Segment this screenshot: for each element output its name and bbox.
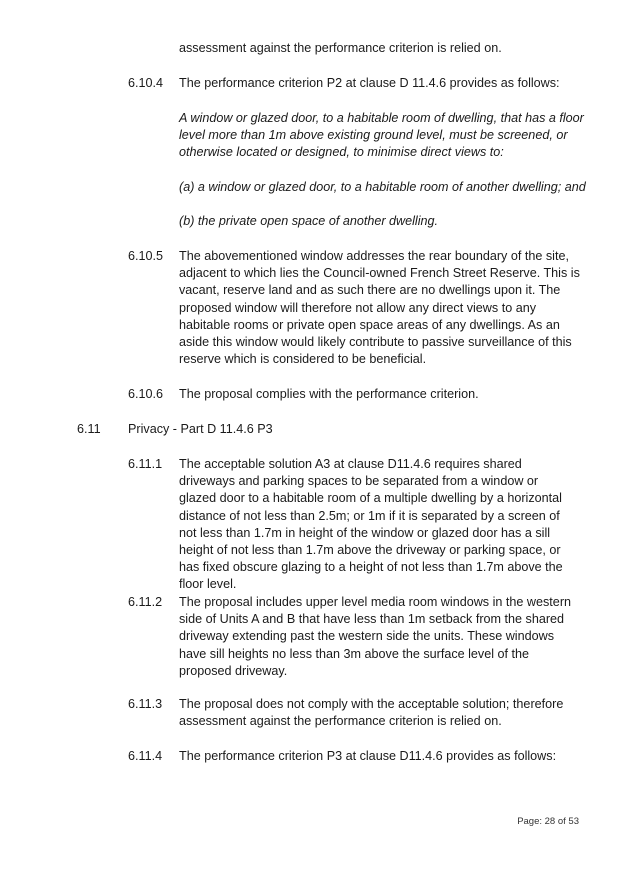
paragraph-number: 6.10.5 — [128, 249, 164, 263]
quote-text: A window or glazed door, to a habitable room of dwelling, that has a floor level more than 1m above existing ground level, must be screened, or otherwise located or designed, to minimise direct views to: — [179, 111, 584, 160]
paragraph-text: The abovementioned window addresses the rear boundary of the site, adjacent to which lies the Council-owned French Street Reserve. This is vacant, reserve land and as such there are no dwellings upon it. The proposed window will therefore not allow any direct views to any habitable rooms or private open space areas of any dwellings. As an aside this window would likely contribute to passive surveillance of this reserve which is considered to be beneficial. — [179, 249, 580, 367]
paragraph-text: The performance criterion P2 at clause D 11.4.6 provides as follows: — [179, 76, 560, 90]
paragraph-number: 6.11.1 — [128, 457, 163, 471]
paragraph-text: The proposal includes upper level media room windows in the western side of Units A and B that have less than 1m setback from the shared driveway extending past the western side the units. These windows have sill heights no less than 3m above the surface level of the proposed driveway. — [179, 595, 572, 678]
paragraph-text: The proposal complies with the performance criterion. — [179, 387, 479, 401]
paragraph-number: 6.10.6 — [128, 387, 164, 401]
quote-text: (b) the private open space of another dwelling. — [179, 214, 439, 228]
quote-text: (a) a window or glazed door, to a habitable room of another dwelling; and — [179, 180, 586, 194]
paragraph-text: assessment against the performance criterion is relied on. — [179, 41, 502, 55]
paragraph-number: 6.10.4 — [128, 76, 164, 90]
paragraph-text: The proposal does not comply with the acceptable solution; therefore assessment against the performance criterion is relied on. — [179, 697, 564, 729]
paragraph-number: 6.11.4 — [128, 749, 163, 763]
paragraph-number: 6.11.3 — [128, 697, 163, 711]
paragraph-text: The acceptable solution A3 at clause D11.4.6 requires shared driveways and parking spaces to be separated from a window or glazed door to a habitable room of a multiple dwelling by a horizontal distance of not less than 2.5m; or 1m if it is separated by a screen of not less than 1.7m in height of the window or glazed door has a sill height of not less than 1.7m above the driveway or parking space, or has fixed obscure glazing to a height of not less than 1.7m above the floor level. — [179, 457, 563, 592]
paragraph-number: 6.11.2 — [128, 595, 163, 609]
paragraph-text: The performance criterion P3 at clause D11.4.6 provides as follows: — [179, 749, 557, 763]
page-number-footer: Page: 28 of 53 — [517, 816, 579, 827]
section-number: 6.11 — [77, 422, 101, 436]
section-title: Privacy - Part D 11.4.6 P3 — [128, 422, 273, 436]
